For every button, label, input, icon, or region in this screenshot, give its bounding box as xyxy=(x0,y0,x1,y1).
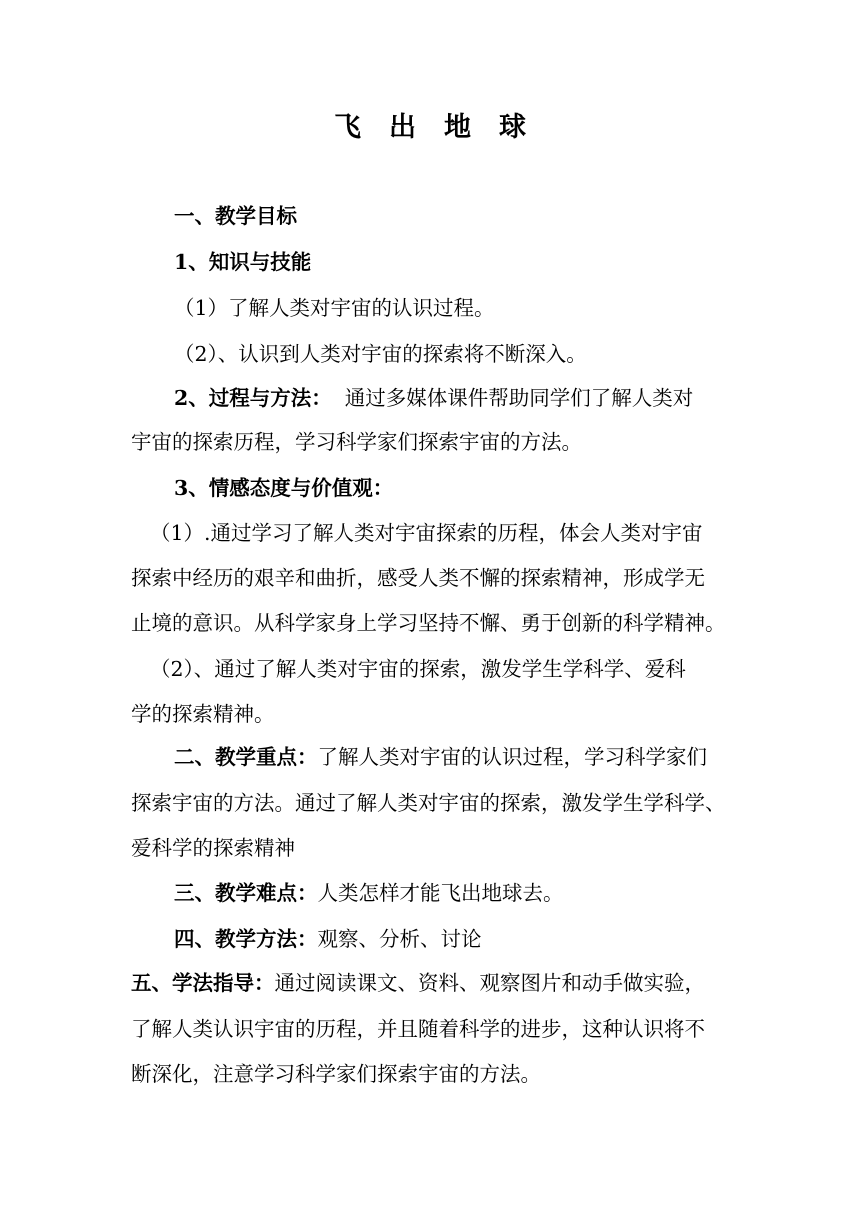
line-segment: 二、教学重点： xyxy=(174,745,318,769)
line-segment: 3、情感态度与价值观： xyxy=(174,476,394,500)
line-segment: 学的探索精神。 xyxy=(131,702,275,726)
line-segment: 爱科学的探索精神 xyxy=(131,836,295,860)
paragraph-line xyxy=(131,699,275,729)
line-segment: （2）、通过了解人类对宇宙的探索，激发学生学科学、爱科 xyxy=(150,657,686,681)
line-segment: 宇宙的探索历程，学习科学家们探索宇宙的方法。 xyxy=(131,430,582,454)
line-segment: 人类怎样才能飞出地球去。 xyxy=(317,881,564,905)
line-segment: 1、知识与技能 xyxy=(174,250,312,274)
paragraph-teaching-methods xyxy=(174,924,482,954)
line-segment: 了解人类对宇宙的认识过程，学习科学家们 xyxy=(317,745,707,769)
line-segment: 通过多媒体课件帮助同学们了解人类对 xyxy=(331,386,694,410)
subheading-knowledge-skills xyxy=(174,247,311,277)
paragraph-line xyxy=(131,833,295,863)
paragraph-teaching-focus xyxy=(174,742,707,772)
paragraph-line xyxy=(131,563,705,593)
paragraph-line xyxy=(131,1014,705,1044)
line-segment: 五、学法指导： xyxy=(131,971,275,995)
line-segment: 通过阅读课文、资料、观察图片和动手做实验， xyxy=(274,971,705,995)
line-segment: （2）、认识到人类对宇宙的探索将不断深入。 xyxy=(174,342,587,366)
line-segment: （1）了解人类对宇宙的认识过程。 xyxy=(174,296,495,320)
heading-teaching-objectives xyxy=(174,201,297,231)
paragraph-line xyxy=(150,518,703,548)
paragraph-study-guidance xyxy=(131,968,705,998)
paragraph-line xyxy=(131,427,582,457)
line-segment: 探索宇宙的方法。通过了解人类对宇宙的探索，激发学生学科学、 xyxy=(131,791,726,815)
line-segment: 一、教学目标 xyxy=(174,204,297,228)
paragraph-line xyxy=(174,339,587,369)
line-segment: 观察、分析、讨论 xyxy=(317,927,482,951)
line-segment: 断深化，注意学习科学家们探索宇宙的方法。 xyxy=(131,1062,541,1086)
paragraph-line xyxy=(131,1059,541,1089)
line-segment: 四、教学方法： xyxy=(174,927,318,951)
line-segment: 三、教学难点： xyxy=(174,881,318,905)
line-segment: 2、过程与方法： xyxy=(174,386,332,410)
paragraph-line xyxy=(131,788,726,818)
paragraph-line xyxy=(174,293,495,323)
document-title: 飞出地球 xyxy=(334,112,554,143)
paragraph-line xyxy=(150,654,686,684)
subheading-emotional-values xyxy=(174,473,393,503)
paragraph-line xyxy=(131,608,726,638)
subheading-process-methods xyxy=(174,383,693,413)
line-segment: 止境的意识。从科学家身上学习坚持不懈、勇于创新的科学精神。 xyxy=(131,611,726,635)
line-segment: （1）.通过学习了解人类对宇宙探索的历程，体会人类对宇宙 xyxy=(150,521,703,545)
paragraph-teaching-difficulty xyxy=(174,878,564,908)
line-segment: 了解人类认识宇宙的历程，并且随着科学的进步，这种认识将不 xyxy=(131,1017,705,1041)
line-segment: 探索中经历的艰辛和曲折，感受人类不懈的探索精神，形成学无 xyxy=(131,566,705,590)
